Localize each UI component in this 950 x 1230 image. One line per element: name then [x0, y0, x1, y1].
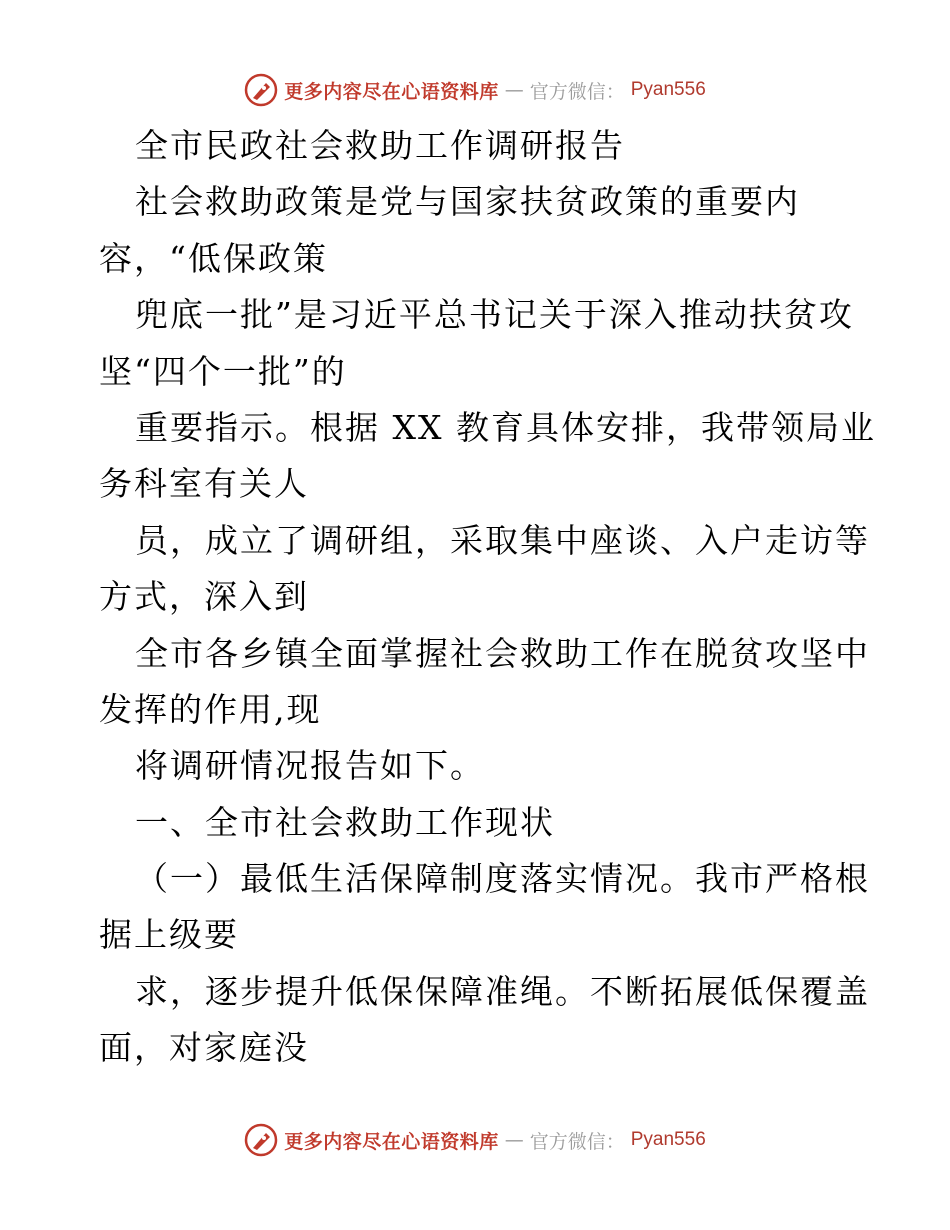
text-line: 社会救助政策是党与国家扶贫政策的重要内	[135, 182, 800, 222]
text-line: 一、全市社会救助工作现状	[135, 802, 555, 842]
text-line: 发挥的作用,现	[99, 689, 322, 729]
pen-nib-logo-icon	[244, 1123, 278, 1157]
text-line: 据上级要	[99, 915, 239, 955]
footer-watermark	[0, 1120, 950, 1160]
watermark-separator: —	[504, 79, 524, 101]
watermark-contact-label: 官方微信：	[529, 80, 625, 103]
text-line: （一）最低生活保障制度落实情况。我市严格根	[135, 859, 870, 899]
text-line: 将调研情况报告如下。	[135, 746, 485, 786]
text-line: 坚“四个一批”的	[99, 351, 347, 391]
document-body	[99, 118, 876, 1077]
watermark-separator: —	[504, 1129, 524, 1151]
text-line: 务科室有关人	[99, 464, 309, 504]
watermark-contact-id: Pyan556	[630, 1129, 706, 1150]
text-line: 兜底一批”是习近平总书记关于深入推动扶贫攻	[135, 295, 854, 335]
watermark-contact-label: 官方微信：	[529, 1130, 625, 1153]
text-line: 方式，深入到	[99, 577, 309, 617]
text-line: 容，“低保政策	[99, 238, 328, 278]
text-line: 员，成立了调研组，采取集中座谈、入户走访等	[135, 520, 870, 560]
text-line: 全市各乡镇全面掌握社会救助工作在脱贫攻坚中	[135, 633, 870, 673]
header-watermark	[0, 70, 950, 110]
pen-nib-logo-icon	[244, 73, 278, 107]
text-line: 重要指示。根据 XX 教育具体安排，我带领局业	[135, 407, 876, 447]
text-line: 全市民政社会救助工作调研报告	[135, 126, 625, 165]
text-line: 面，对家庭没	[99, 1028, 309, 1068]
text-line: 求，逐步提升低保保障准绳。不断拓展低保覆盖	[135, 971, 870, 1011]
watermark-contact-id: Pyan556	[630, 79, 706, 100]
watermark-brand-text: 更多内容尽在心语资料库	[284, 80, 499, 103]
watermark-brand-text: 更多内容尽在心语资料库	[284, 1130, 499, 1153]
